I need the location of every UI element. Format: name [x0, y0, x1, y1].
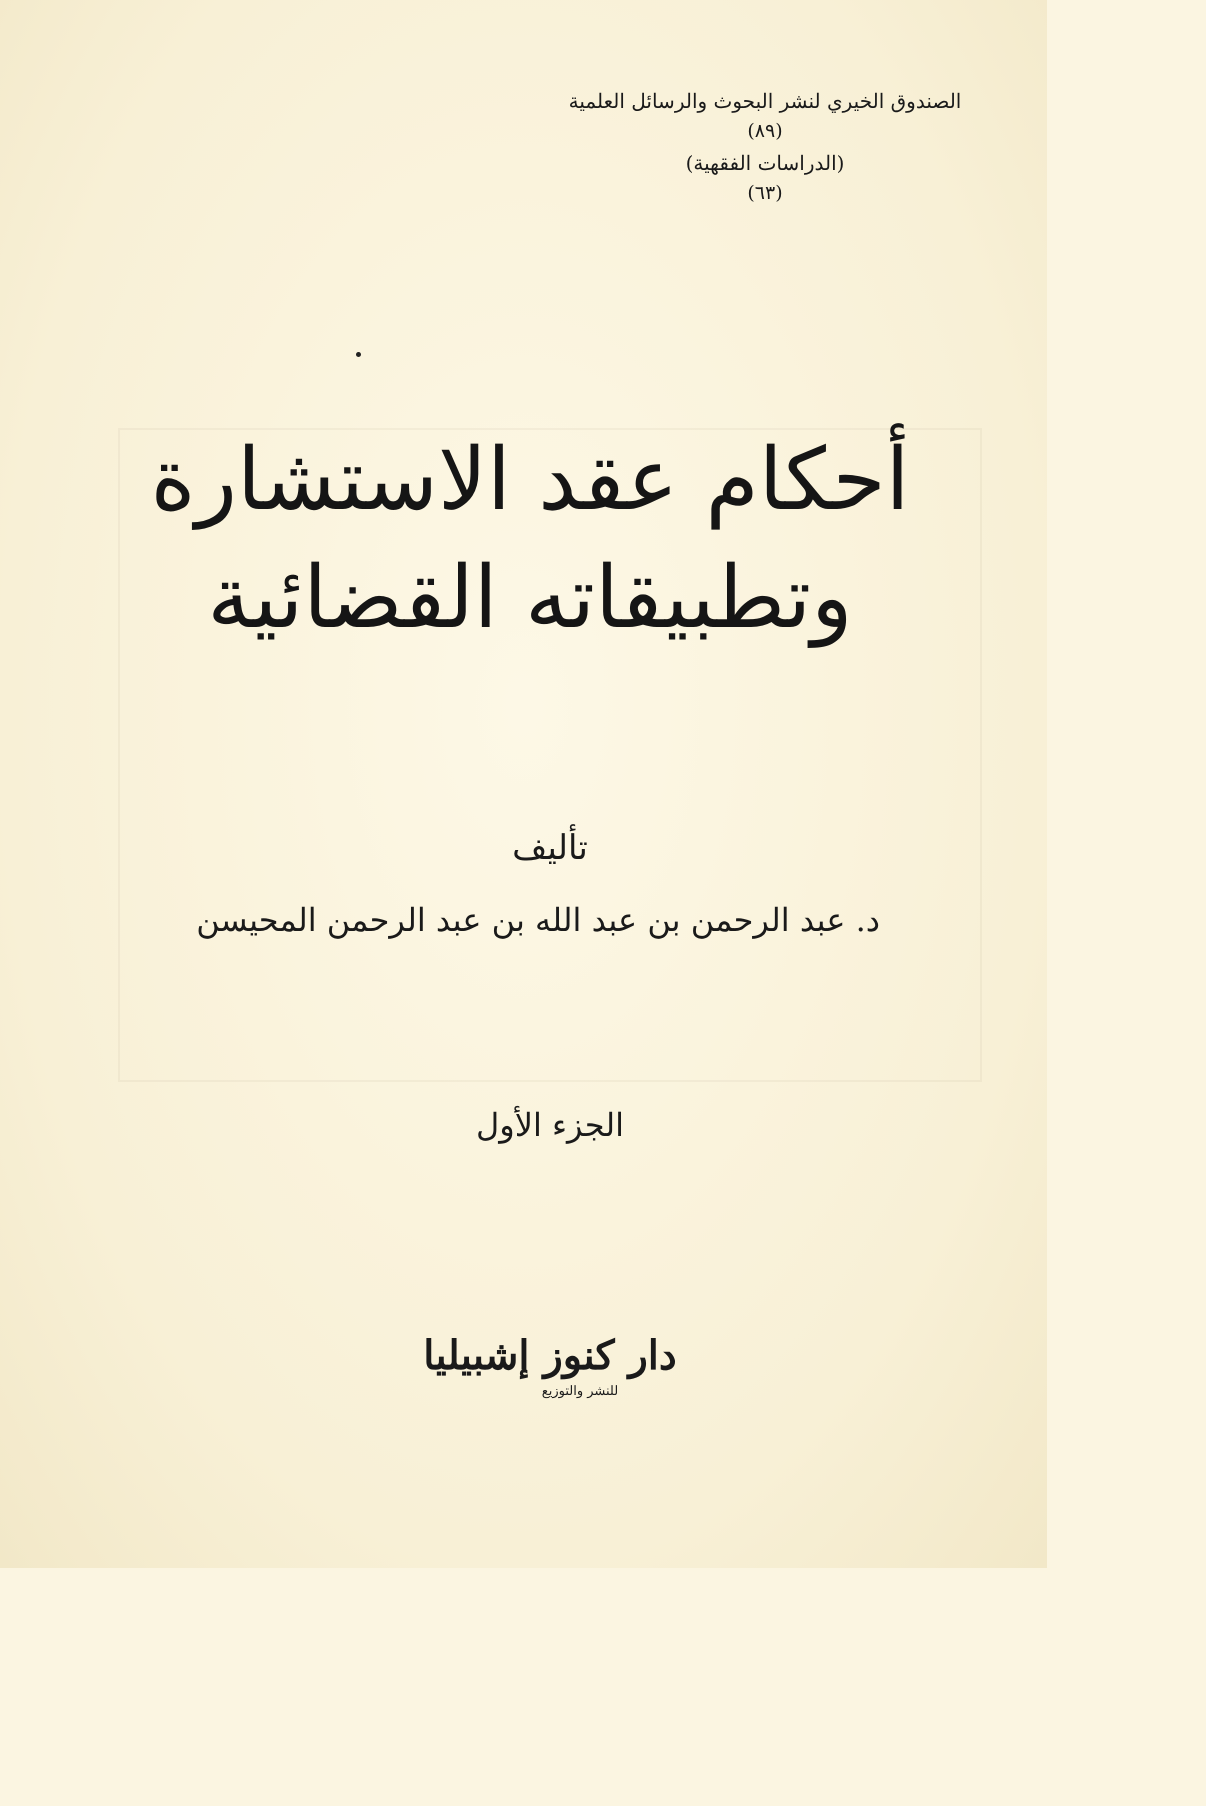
author-name: د. عبد الرحمن بن عبد الله بن عبد الرحمن المحيسن [196, 901, 880, 939]
series-subject: (الدراسات الفقهية) [685, 151, 845, 175]
book-title-line-1: أحكام عقد الاستشارة [150, 430, 910, 530]
series-info [535, 88, 995, 206]
publisher-tagline: للنشر والتوزيع [541, 1384, 619, 1399]
volume-label: الجزء الأول [475, 1106, 624, 1144]
publisher-name: دار كنوز إشبيليا [423, 1332, 677, 1379]
author-label: تأليف [512, 828, 588, 868]
series-fund-name: الصندوق الخيري لنشر البحوث والرسائل العلمية [568, 89, 962, 113]
book-title-line-2: وتطبيقاته القضائية [207, 548, 853, 648]
subject-number: (٦٣) [747, 182, 783, 204]
series-number: (٨٩) [747, 120, 783, 142]
publisher-logo [420, 1330, 680, 1400]
ink-dot [356, 352, 361, 357]
